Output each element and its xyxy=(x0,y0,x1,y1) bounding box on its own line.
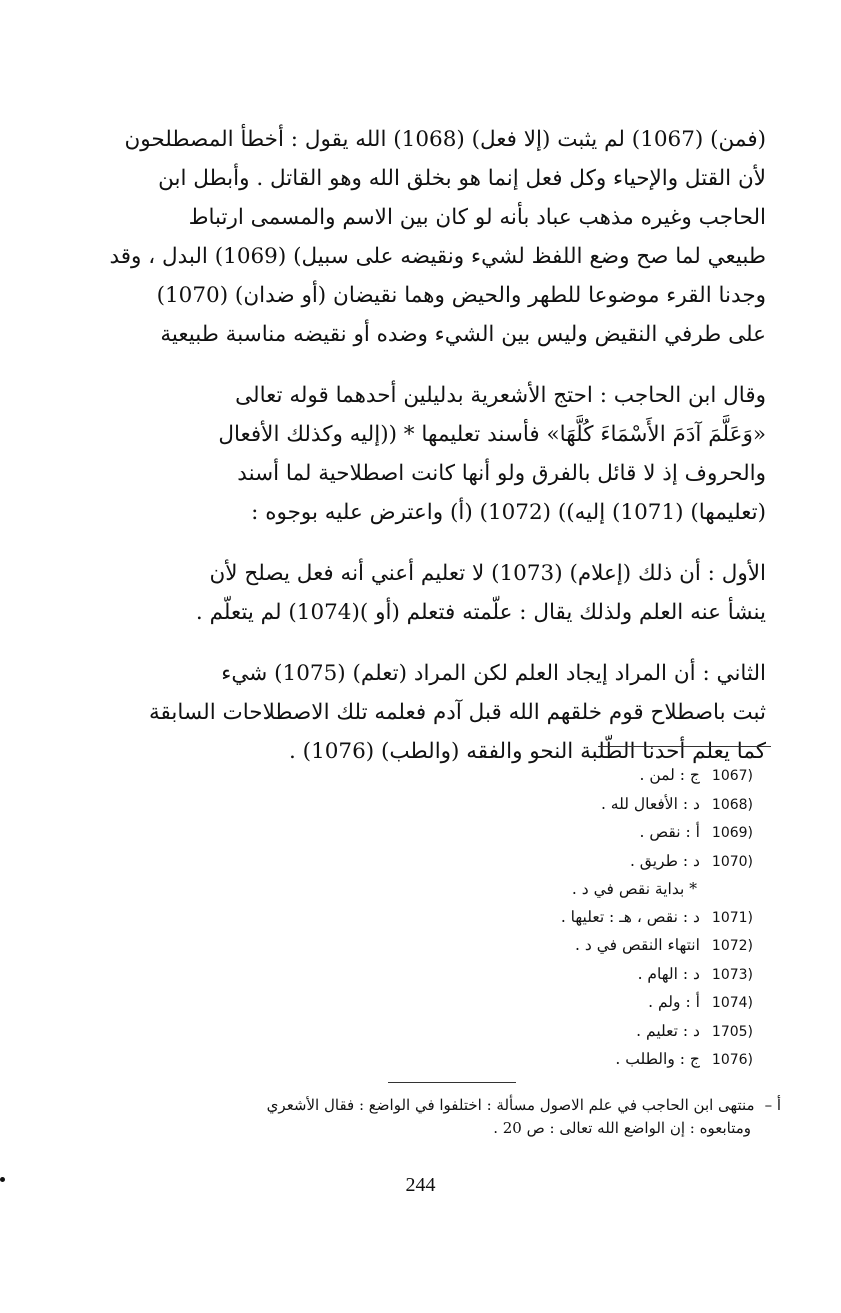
text-line: ينشأ عنه العلم ولذلك يقال : علّمته فتعلم (أو )(1074) لم يتعلّم . xyxy=(195,600,766,625)
note-text: د : نقص ، هـ : تعليها . xyxy=(560,907,700,926)
text-line: (تعليمها) (1071) إليه)) (1072) (أ) واعترض عليه بوجوه : xyxy=(251,500,766,525)
paragraph xyxy=(96,120,766,354)
note-number: 1076) xyxy=(711,1052,753,1068)
notes-divider xyxy=(598,746,771,747)
note-text: د : طريق . xyxy=(629,851,700,870)
paragraph xyxy=(96,376,766,532)
note-number: 1705) xyxy=(711,1023,753,1040)
variant-notes xyxy=(333,762,753,1075)
note-text: أ : ولم . xyxy=(648,993,700,1011)
note-text: د : الأفعال لله . xyxy=(600,794,700,813)
note-text: أ : نقص . xyxy=(639,823,700,841)
note-number: 1070) xyxy=(711,853,753,870)
paragraph xyxy=(96,554,766,632)
note-text: د : تعليم . xyxy=(636,1021,700,1040)
paragraph xyxy=(96,654,766,771)
text-line: والحروف إذ لا قائل بالفرق ولو أنها كانت اصطلاحية لما أسند xyxy=(237,461,766,486)
note-number: 1073) xyxy=(711,966,753,983)
note-item xyxy=(333,762,753,791)
text-line: الأول : أن ذلك (إعلام) (1073) لا تعليم أعني أنه فعل يصلح لأن xyxy=(209,561,766,586)
footnote-divider xyxy=(388,1082,516,1083)
text-line: على طرفي النقيض وليس بين الشيء وضده أو نقيضه مناسبة طبيعية xyxy=(160,322,766,347)
note-item xyxy=(333,989,753,1018)
note-number: 1069) xyxy=(711,825,753,841)
note-text: ج : لمن . xyxy=(639,766,700,784)
text-line: وقال ابن الحاجب : احتج الأشعرية بدليلين أحدهما قوله تعالى xyxy=(235,383,766,408)
note-number: 1072) xyxy=(711,938,753,954)
note-item xyxy=(333,961,753,990)
footnote xyxy=(81,1094,781,1140)
page-number: 244 xyxy=(405,1174,436,1196)
note-text: انتهاء النقص في د . xyxy=(575,936,700,954)
footnote-mark: أ – xyxy=(764,1096,781,1114)
note-item xyxy=(333,1018,753,1047)
note-item xyxy=(333,1046,753,1075)
note-item xyxy=(333,819,753,848)
scan-edge-mark xyxy=(0,1177,5,1182)
note-text: ج : والطلب . xyxy=(615,1050,700,1068)
footnote-text: منتهى ابن الحاجب في علم الاصول مسألة : اختلفوا في الواضع : فقال الأشعري xyxy=(266,1096,755,1114)
note-item xyxy=(333,876,753,904)
text-line: (فمن) (1067) لم يثبت (إلا فعل) (1068) الله يقول : أخطأ المصطلحون xyxy=(124,127,766,152)
note-number: 1067) xyxy=(711,768,753,784)
note-text: * بداية نقص في د . xyxy=(571,880,697,898)
note-item xyxy=(333,904,753,933)
text-line: كما يعلم أحدنا الطّلبة النحو والفقه (والطب) (1076) . xyxy=(289,739,766,764)
note-number: 1071) xyxy=(711,909,753,926)
text-line: ثبت باصطلاح قوم خلقهم الله قبل آدم فعلمه تلك الاصطلاحات السابقة xyxy=(149,700,766,725)
text-line: طبيعي لما صح وضع اللفظ لشيء ونقيضه على سبيل) (1069) البدل ، وقد xyxy=(109,244,766,269)
note-item xyxy=(333,848,753,877)
footnote-line xyxy=(81,1094,781,1117)
note-number: 1074) xyxy=(711,995,753,1011)
note-text: د : الهام . xyxy=(637,964,700,983)
text-line: وجدنا القرء موضوعا للطهر والحيض وهما نقيضان (أو ضدان) (1070) xyxy=(156,283,766,308)
text-line: الحاجب وغيره مذهب عباد بأنه لو كان بين الاسم والمسمى ارتباط xyxy=(188,205,766,230)
note-number: 1068) xyxy=(711,796,753,813)
note-item xyxy=(333,932,753,961)
footnote-line: ومتابعوه : إن الواضع الله تعالى : ص 20 . xyxy=(493,1119,751,1137)
text-line: الثاني : أن المراد إيجاد العلم لكن المراد (تعلم) (1075) شيء xyxy=(221,661,766,686)
main-text xyxy=(96,120,766,793)
text-line: «وَعَلَّمَ آدَمَ الأَسْمَاءَ كُلَّهَا» فأسند تعليمها * ((إليه وكذلك الأفعال xyxy=(218,422,766,447)
text-line: لأن القتل والإحياء وكل فعل إنما هو بخلق الله وهو القاتل . وأبطل ابن xyxy=(158,166,766,191)
note-item xyxy=(333,791,753,820)
